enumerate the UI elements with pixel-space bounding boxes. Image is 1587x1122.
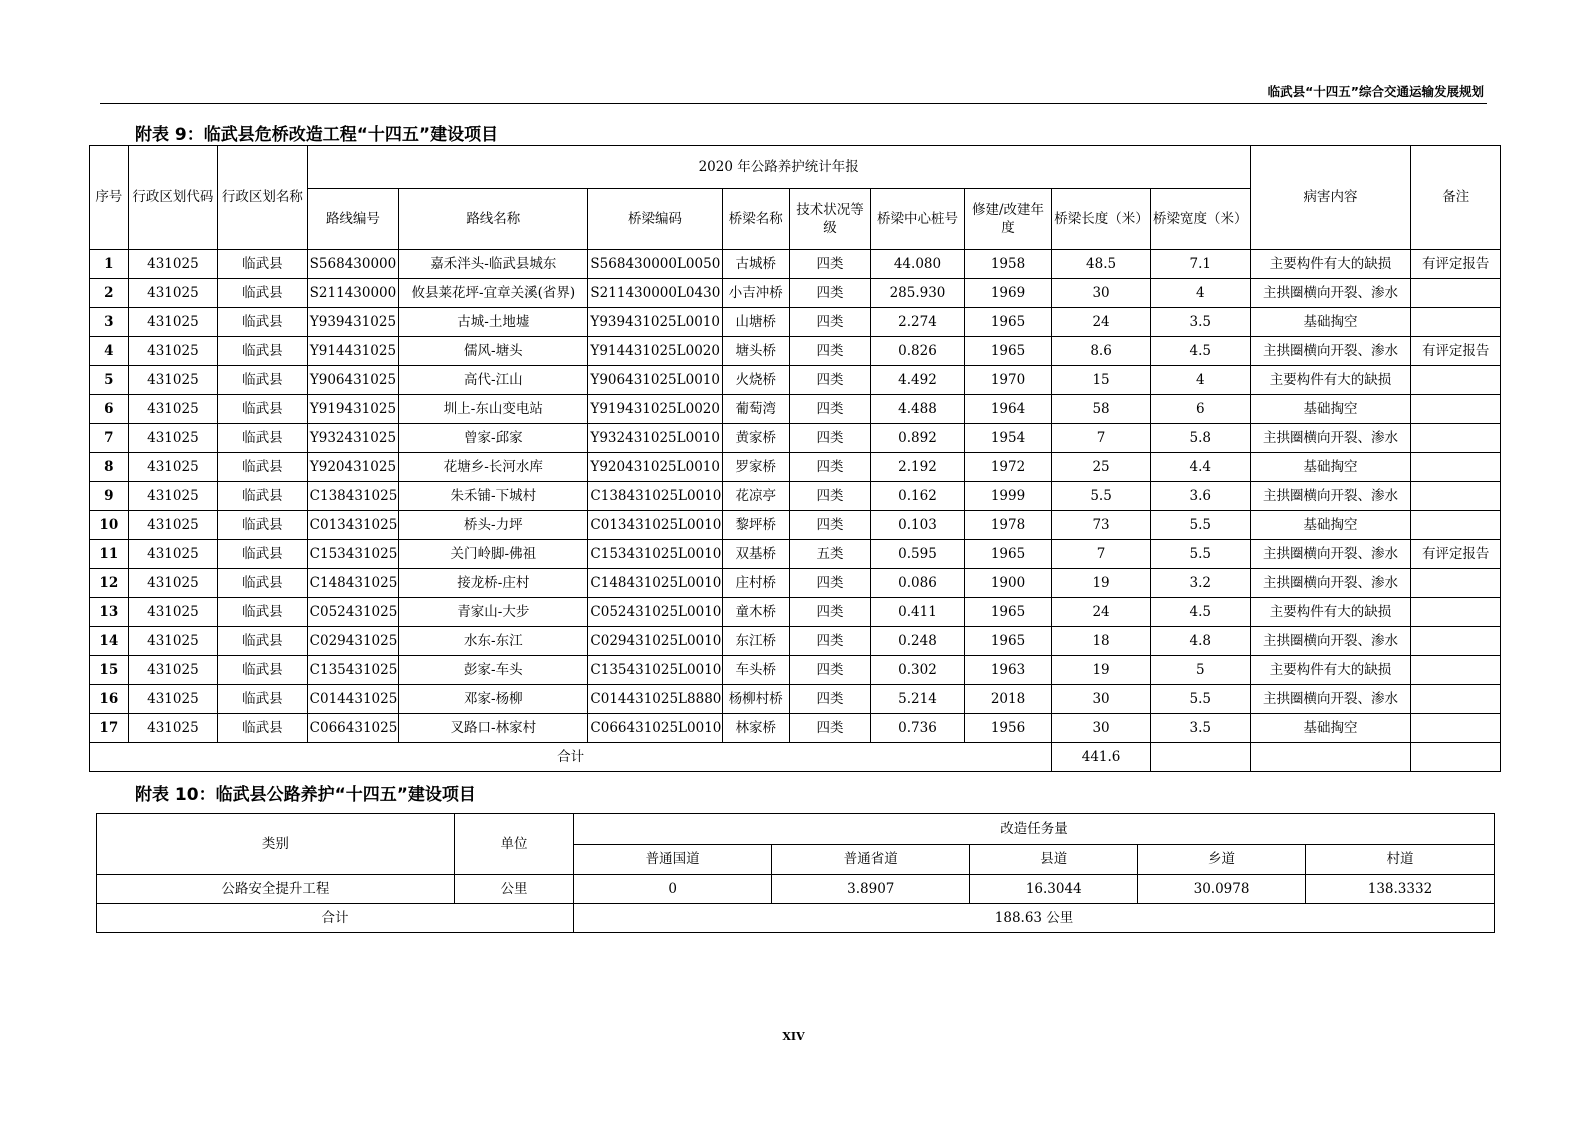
cell-year: 1964 [964,395,1051,424]
cell-note [1411,685,1501,714]
cell-route-name: 攸县莱花坪-宜章关溪(省界) [399,279,588,308]
table-row [90,685,1501,714]
cell-township: 30.0978 [1138,875,1306,904]
cell-bridge-code: S211430000L0430 [588,279,722,308]
cell-center-stake: 2.192 [871,453,965,482]
header-task-group: 改造任务量 [574,814,1495,845]
cell-condition: 四类 [789,685,870,714]
cell-condition: 四类 [789,453,870,482]
table-row [90,250,1501,279]
cell-region-code: 431025 [128,714,218,743]
cell-year: 1958 [964,250,1051,279]
cell-route-code: C148431025 [307,569,399,598]
cell-condition: 四类 [789,598,870,627]
cell-width: 3.5 [1150,308,1250,337]
cell-length: 19 [1052,656,1151,685]
cell-region-name: 临武县 [218,569,308,598]
cell-bridge-code: Y914431025L0020 [588,337,722,366]
cell-note [1411,598,1501,627]
cell-condition: 四类 [789,482,870,511]
cell-width: 3.5 [1150,714,1250,743]
cell-region-name: 临武县 [218,453,308,482]
header-region-name: 行政区划名称 [218,146,308,250]
cell-bridge-name: 车头桥 [722,656,789,685]
header-divider [100,103,1487,104]
cell-bridge-code: C013431025L0010 [588,511,722,540]
cell-region-code: 431025 [128,250,218,279]
cell-center-stake: 0.086 [871,569,965,598]
cell-region-name: 临武县 [218,656,308,685]
cell-length: 25 [1052,453,1151,482]
table-row [90,569,1501,598]
cell-bridge-name: 葡萄湾 [722,395,789,424]
cell-bridge-name: 塘头桥 [722,337,789,366]
cell-center-stake: 0.248 [871,627,965,656]
cell-defect: 基础掏空 [1250,714,1411,743]
cell-year: 2018 [964,685,1051,714]
cell-region-name: 临武县 [218,511,308,540]
cell-note: 有评定报告 [1411,250,1501,279]
cell-year: 1965 [964,540,1051,569]
cell-note [1411,366,1501,395]
cell-seq: 4 [90,337,129,366]
cell-route-code: C052431025 [307,598,399,627]
cell-bridge-name: 黄家桥 [722,424,789,453]
cell-note [1411,395,1501,424]
header-length: 桥梁长度（米） [1052,189,1151,250]
cell-center-stake: 44.080 [871,250,965,279]
cell-defect: 主拱圈横向开裂、渗水 [1250,685,1411,714]
cell-width: 4 [1150,279,1250,308]
cell-condition: 四类 [789,511,870,540]
cell-route-name: 青家山-大步 [399,598,588,627]
cell-defect: 主要构件有大的缺损 [1250,656,1411,685]
header-center-stake: 桥梁中心桩号 [871,189,965,250]
cell-center-stake: 0.736 [871,714,965,743]
cell-bridge-code: C138431025L0010 [588,482,722,511]
cell-defect: 基础掏空 [1250,308,1411,337]
cell-note [1411,569,1501,598]
cell-region-code: 431025 [128,627,218,656]
table-row [90,714,1501,743]
cell-route-name: 古城-土地墟 [399,308,588,337]
cell-length: 24 [1052,308,1151,337]
cell-bridge-code: C052431025L0010 [588,598,722,627]
cell-route-code: C153431025 [307,540,399,569]
cell-region-name: 临武县 [218,540,308,569]
cell-route-code: Y906431025 [307,366,399,395]
cell-route-code: S211430000 [307,279,399,308]
cell-center-stake: 285.930 [871,279,965,308]
cell-width: 5.5 [1150,511,1250,540]
cell-year: 1965 [964,627,1051,656]
cell-condition: 四类 [789,424,870,453]
cell-bridge-name: 庄村桥 [722,569,789,598]
cell-seq: 9 [90,482,129,511]
cell-region-name: 临武县 [218,598,308,627]
cell-condition: 五类 [789,540,870,569]
cell-region-code: 431025 [128,482,218,511]
cell-width: 4 [1150,366,1250,395]
cell-note [1411,424,1501,453]
cell-defect: 主拱圈横向开裂、渗水 [1250,279,1411,308]
total-length: 441.6 [1052,743,1151,772]
cell-category: 公路安全提升工程 [97,875,455,904]
cell-seq: 14 [90,627,129,656]
cell-bridge-code: Y906431025L0010 [588,366,722,395]
header-condition: 技术状况等级 [789,189,870,250]
cell-center-stake: 0.892 [871,424,965,453]
cell-center-stake: 2.274 [871,308,965,337]
cell-region-code: 431025 [128,337,218,366]
header-year: 修建/改建年度 [964,189,1051,250]
cell-route-code: C138431025 [307,482,399,511]
header-defect: 病害内容 [1250,146,1411,250]
table-row [90,279,1501,308]
cell-year: 1963 [964,656,1051,685]
cell-year: 1956 [964,714,1051,743]
total-empty-cell [1150,743,1250,772]
table-row [90,424,1501,453]
cell-region-name: 临武县 [218,714,308,743]
cell-width: 4.4 [1150,453,1250,482]
cell-route-name: 圳上-东山变电站 [399,395,588,424]
cell-region-name: 临武县 [218,627,308,656]
table-row [90,540,1501,569]
cell-seq: 2 [90,279,129,308]
cell-bridge-name: 杨柳村桥 [722,685,789,714]
cell-seq: 3 [90,308,129,337]
cell-bridge-code: C066431025L0010 [588,714,722,743]
cell-center-stake: 0.595 [871,540,965,569]
cell-center-stake: 0.411 [871,598,965,627]
cell-route-name: 接龙桥-庄村 [399,569,588,598]
cell-center-stake: 0.826 [871,337,965,366]
cell-route-code: C066431025 [307,714,399,743]
cell-condition: 四类 [789,250,870,279]
cell-county: 16.3044 [970,875,1138,904]
cell-bridge-code: Y919431025L0020 [588,395,722,424]
cell-condition: 四类 [789,279,870,308]
header-bridge-name: 桥梁名称 [722,189,789,250]
cell-seq: 16 [90,685,129,714]
cell-region-name: 临武县 [218,395,308,424]
header-category: 类别 [97,814,455,875]
header-national-road: 普通国道 [574,845,772,875]
cell-region-name: 临武县 [218,337,308,366]
cell-route-code: C029431025 [307,627,399,656]
cell-route-code: C014431025 [307,685,399,714]
cell-seq: 12 [90,569,129,598]
cell-region-name: 临武县 [218,308,308,337]
cell-length: 30 [1052,685,1151,714]
cell-center-stake: 0.162 [871,482,965,511]
cell-year: 1978 [964,511,1051,540]
cell-seq: 10 [90,511,129,540]
cell-region-code: 431025 [128,685,218,714]
cell-length: 73 [1052,511,1151,540]
cell-seq: 13 [90,598,129,627]
cell-village: 138.3332 [1305,875,1494,904]
table-row [90,395,1501,424]
cell-year: 1999 [964,482,1051,511]
cell-region-code: 431025 [128,279,218,308]
cell-length: 30 [1052,279,1151,308]
cell-center-stake: 0.302 [871,656,965,685]
header-county-road: 县道 [970,845,1138,875]
cell-note [1411,308,1501,337]
cell-condition: 四类 [789,569,870,598]
table-row [90,511,1501,540]
cell-unit: 公里 [454,875,573,904]
cell-note: 有评定报告 [1411,540,1501,569]
cell-region-name: 临武县 [218,685,308,714]
cell-bridge-code: C135431025L0010 [588,656,722,685]
cell-defect: 主拱圈横向开裂、渗水 [1250,569,1411,598]
cell-route-name: 嘉禾泮头-临武县城东 [399,250,588,279]
cell-route-name: 关门岭脚-佛祖 [399,540,588,569]
document-header-title: 临武县“十四五”综合交通运输发展规划 [1267,84,1484,99]
table9-title: 附表 9：临武县危桥改造工程“十四五”建设项目 [135,125,499,145]
cell-bridge-name: 山塘桥 [722,308,789,337]
table-row [90,598,1501,627]
table-row [90,656,1501,685]
cell-center-stake: 4.488 [871,395,965,424]
cell-width: 6 [1150,395,1250,424]
cell-length: 5.5 [1052,482,1151,511]
cell-bridge-name: 罗家桥 [722,453,789,482]
cell-region-code: 431025 [128,424,218,453]
cell-seq: 17 [90,714,129,743]
cell-seq: 11 [90,540,129,569]
cell-route-name: 桥头-力坪 [399,511,588,540]
header-note: 备注 [1411,146,1501,250]
header-seq: 序号 [90,146,129,250]
cell-seq: 5 [90,366,129,395]
cell-route-name: 水东-东江 [399,627,588,656]
cell-region-code: 431025 [128,540,218,569]
cell-region-code: 431025 [128,453,218,482]
cell-bridge-code: C014431025L8880 [588,685,722,714]
cell-width: 4.5 [1150,337,1250,366]
cell-year: 1965 [964,337,1051,366]
cell-width: 5.5 [1150,540,1250,569]
cell-bridge-code: C153431025L0010 [588,540,722,569]
cell-length: 58 [1052,395,1151,424]
cell-route-code: C013431025 [307,511,399,540]
cell-width: 3.6 [1150,482,1250,511]
dangerous-bridge-table [89,145,1501,772]
cell-note [1411,627,1501,656]
cell-defect: 主要构件有大的缺损 [1250,366,1411,395]
cell-note: 有评定报告 [1411,337,1501,366]
cell-year: 1970 [964,366,1051,395]
cell-length: 8.6 [1052,337,1151,366]
cell-bridge-name: 童木桥 [722,598,789,627]
cell-seq: 8 [90,453,129,482]
total-empty-cell [1411,743,1501,772]
cell-condition: 四类 [789,714,870,743]
cell-defect: 基础掏空 [1250,453,1411,482]
cell-width: 3.2 [1150,569,1250,598]
cell-bridge-name: 火烧桥 [722,366,789,395]
cell-route-name: 儒风-塘头 [399,337,588,366]
cell-year: 1972 [964,453,1051,482]
cell-region-code: 431025 [128,366,218,395]
cell-note [1411,511,1501,540]
cell-route-name: 叉路口-林家村 [399,714,588,743]
cell-national: 0 [574,875,772,904]
cell-route-name: 花塘乡-长河水库 [399,453,588,482]
cell-note [1411,656,1501,685]
cell-region-name: 临武县 [218,250,308,279]
table-row [90,482,1501,511]
cell-length: 48.5 [1052,250,1151,279]
cell-route-name: 邓家-杨柳 [399,685,588,714]
cell-condition: 四类 [789,395,870,424]
cell-bridge-name: 古城桥 [722,250,789,279]
header-village-road: 村道 [1305,845,1494,875]
cell-year: 1969 [964,279,1051,308]
cell-width: 5.8 [1150,424,1250,453]
cell-provincial: 3.8907 [772,875,970,904]
header-annual-report-group: 2020 年公路养护统计年报 [307,146,1250,189]
cell-condition: 四类 [789,366,870,395]
cell-route-code: Y939431025 [307,308,399,337]
cell-defect: 基础掏空 [1250,395,1411,424]
cell-bridge-code: Y932431025L0010 [588,424,722,453]
cell-year: 1954 [964,424,1051,453]
cell-defect: 主拱圈横向开裂、渗水 [1250,627,1411,656]
cell-bridge-name: 林家桥 [722,714,789,743]
cell-condition: 四类 [789,337,870,366]
cell-bridge-code: S568430000L0050 [588,250,722,279]
cell-route-code: C135431025 [307,656,399,685]
cell-width: 4.5 [1150,598,1250,627]
cell-region-name: 临武县 [218,366,308,395]
cell-condition: 四类 [789,656,870,685]
cell-route-name: 高代-江山 [399,366,588,395]
cell-bridge-name: 小吉冲桥 [722,279,789,308]
cell-width: 5.5 [1150,685,1250,714]
cell-route-code: Y932431025 [307,424,399,453]
cell-center-stake: 5.214 [871,685,965,714]
cell-route-code: Y919431025 [307,395,399,424]
cell-region-name: 临武县 [218,482,308,511]
cell-defect: 基础掏空 [1250,511,1411,540]
cell-defect: 主要构件有大的缺损 [1250,598,1411,627]
table-row [90,308,1501,337]
cell-bridge-name: 双基桥 [722,540,789,569]
cell-length: 15 [1052,366,1151,395]
cell-width: 4.8 [1150,627,1250,656]
cell-region-code: 431025 [128,569,218,598]
cell-region-code: 431025 [128,598,218,627]
cell-seq: 7 [90,424,129,453]
cell-region-code: 431025 [128,395,218,424]
page-number: XIV [782,1030,805,1043]
total-label: 合计 [90,743,1052,772]
total-empty-cell [1250,743,1411,772]
header-route-name: 路线名称 [399,189,588,250]
cell-bridge-code: C029431025L0010 [588,627,722,656]
cell-route-name: 曾家-邱家 [399,424,588,453]
cell-condition: 四类 [789,308,870,337]
cell-region-name: 临武县 [218,424,308,453]
cell-length: 30 [1052,714,1151,743]
cell-route-name: 彭家-车头 [399,656,588,685]
cell-route-code: Y920431025 [307,453,399,482]
header-township-road: 乡道 [1138,845,1306,875]
cell-seq: 1 [90,250,129,279]
cell-year: 1965 [964,598,1051,627]
cell-length: 18 [1052,627,1151,656]
cell-route-code: Y914431025 [307,337,399,366]
table10-title: 附表 10：临武县公路养护“十四五”建设项目 [135,785,476,805]
cell-defect: 主拱圈横向开裂、渗水 [1250,424,1411,453]
cell-note [1411,279,1501,308]
cell-year: 1965 [964,308,1051,337]
cell-bridge-name: 东江桥 [722,627,789,656]
cell-note [1411,482,1501,511]
table-row [90,366,1501,395]
cell-region-name: 临武县 [218,279,308,308]
cell-center-stake: 0.103 [871,511,965,540]
cell-year: 1900 [964,569,1051,598]
cell-route-code: S568430000 [307,250,399,279]
cell-seq: 15 [90,656,129,685]
cell-length: 24 [1052,598,1151,627]
cell-condition: 四类 [789,627,870,656]
cell-region-code: 431025 [128,511,218,540]
table10-total-value: 188.63 公里 [574,904,1495,933]
header-region-code: 行政区划代码 [128,146,218,250]
cell-note [1411,453,1501,482]
cell-seq: 6 [90,395,129,424]
cell-defect: 主拱圈横向开裂、渗水 [1250,482,1411,511]
table-row [90,453,1501,482]
cell-bridge-code: C148431025L0010 [588,569,722,598]
cell-bridge-code: Y920431025L0010 [588,453,722,482]
cell-center-stake: 4.492 [871,366,965,395]
cell-defect: 主拱圈横向开裂、渗水 [1250,337,1411,366]
header-provincial-road: 普通省道 [772,845,970,875]
header-unit: 单位 [454,814,573,875]
table-row [90,337,1501,366]
cell-defect: 主拱圈横向开裂、渗水 [1250,540,1411,569]
cell-note [1411,714,1501,743]
header-bridge-code: 桥梁编码 [588,189,722,250]
cell-bridge-code: Y939431025L0010 [588,308,722,337]
cell-bridge-name: 黎坪桥 [722,511,789,540]
cell-length: 19 [1052,569,1151,598]
cell-route-name: 朱禾铺-下城村 [399,482,588,511]
road-maintenance-table [96,813,1495,933]
cell-length: 7 [1052,424,1151,453]
header-width: 桥梁宽度（米） [1150,189,1250,250]
cell-defect: 主要构件有大的缺损 [1250,250,1411,279]
cell-width: 7.1 [1150,250,1250,279]
cell-length: 7 [1052,540,1151,569]
cell-width: 5 [1150,656,1250,685]
cell-bridge-name: 花凉亭 [722,482,789,511]
table10-total-label: 合计 [97,904,574,933]
table-row [90,627,1501,656]
cell-region-code: 431025 [128,308,218,337]
cell-region-code: 431025 [128,656,218,685]
header-route-code: 路线编号 [307,189,399,250]
